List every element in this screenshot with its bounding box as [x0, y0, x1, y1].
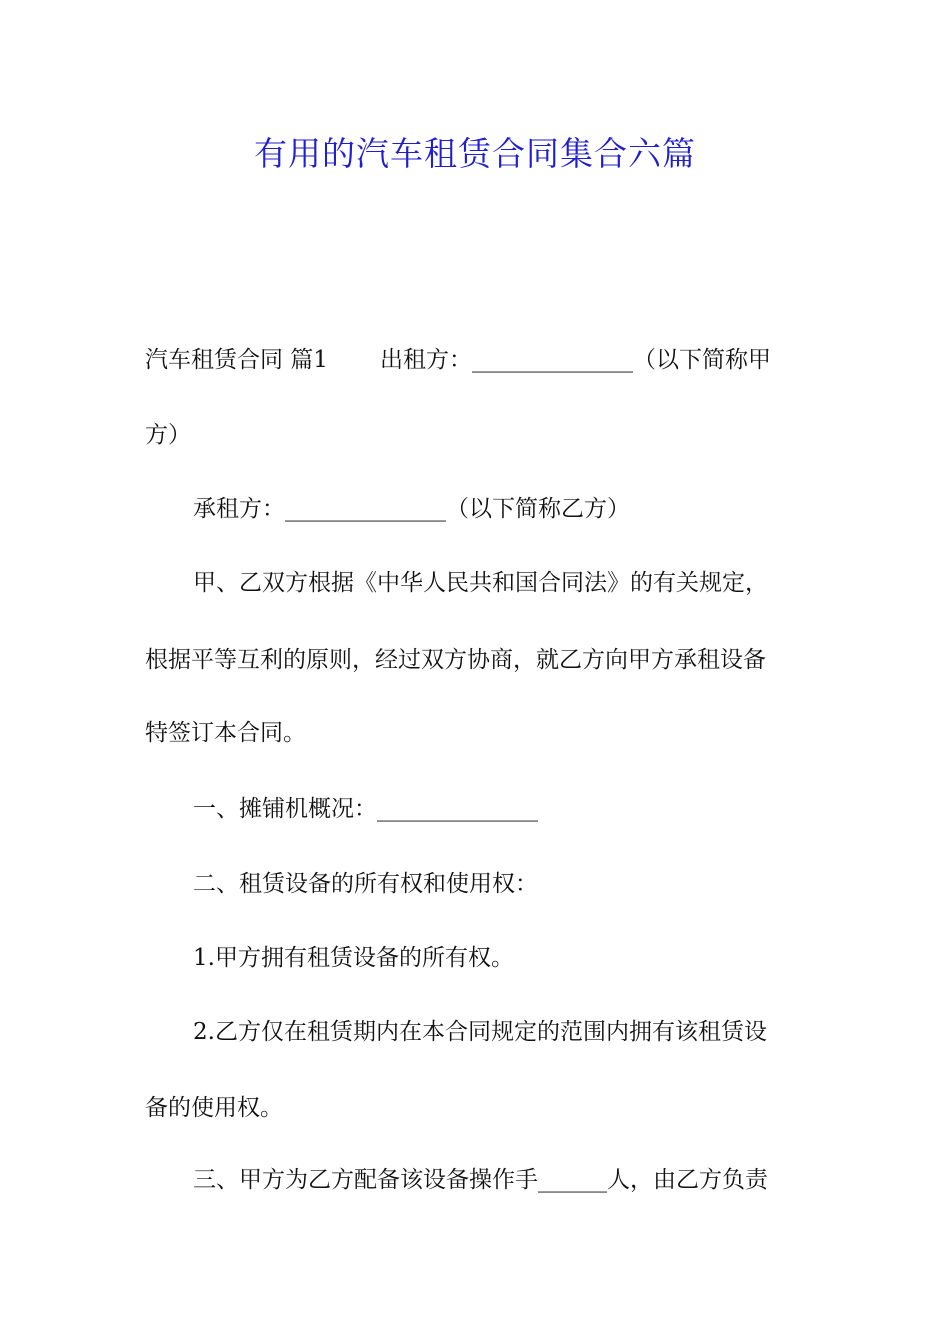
- paragraph-line: [145, 345, 771, 375]
- paragraph-line: 方）: [145, 422, 191, 448]
- paragraph-line: 一、摊铺机概况：______________: [193, 796, 538, 822]
- paragraph-line: 甲、乙双方根据《中华人民共和国合同法》的有关规定，: [193, 570, 768, 596]
- paragraph-line: 二、租赁设备的所有权和使用权：: [193, 871, 538, 897]
- paragraph-line: 根据平等互利的原则，经过双方协商，就乙方向甲方承租设备: [145, 647, 766, 673]
- paragraph-line: 三、甲方为乙方配备该设备操作手______人，由乙方负责: [193, 1167, 768, 1193]
- lessor-clause: 出租方：______________（以下简称甲: [379, 347, 771, 373]
- paragraph-line: 备的使用权。: [145, 1095, 283, 1121]
- paragraph-line: 1.甲方拥有租赁设备的所有权。: [193, 945, 514, 971]
- contract-heading: 汽车租赁合同 篇1: [145, 347, 328, 373]
- document-title: 有用的汽车租赁合同集合六篇: [254, 134, 696, 173]
- paragraph-line: 特签订本合同。: [145, 720, 306, 746]
- paragraph-line: 2.乙方仅在租赁期内在本合同规定的范围内拥有该租赁设: [193, 1019, 767, 1045]
- paragraph-line: 承租方：______________（以下简称乙方）: [193, 496, 630, 522]
